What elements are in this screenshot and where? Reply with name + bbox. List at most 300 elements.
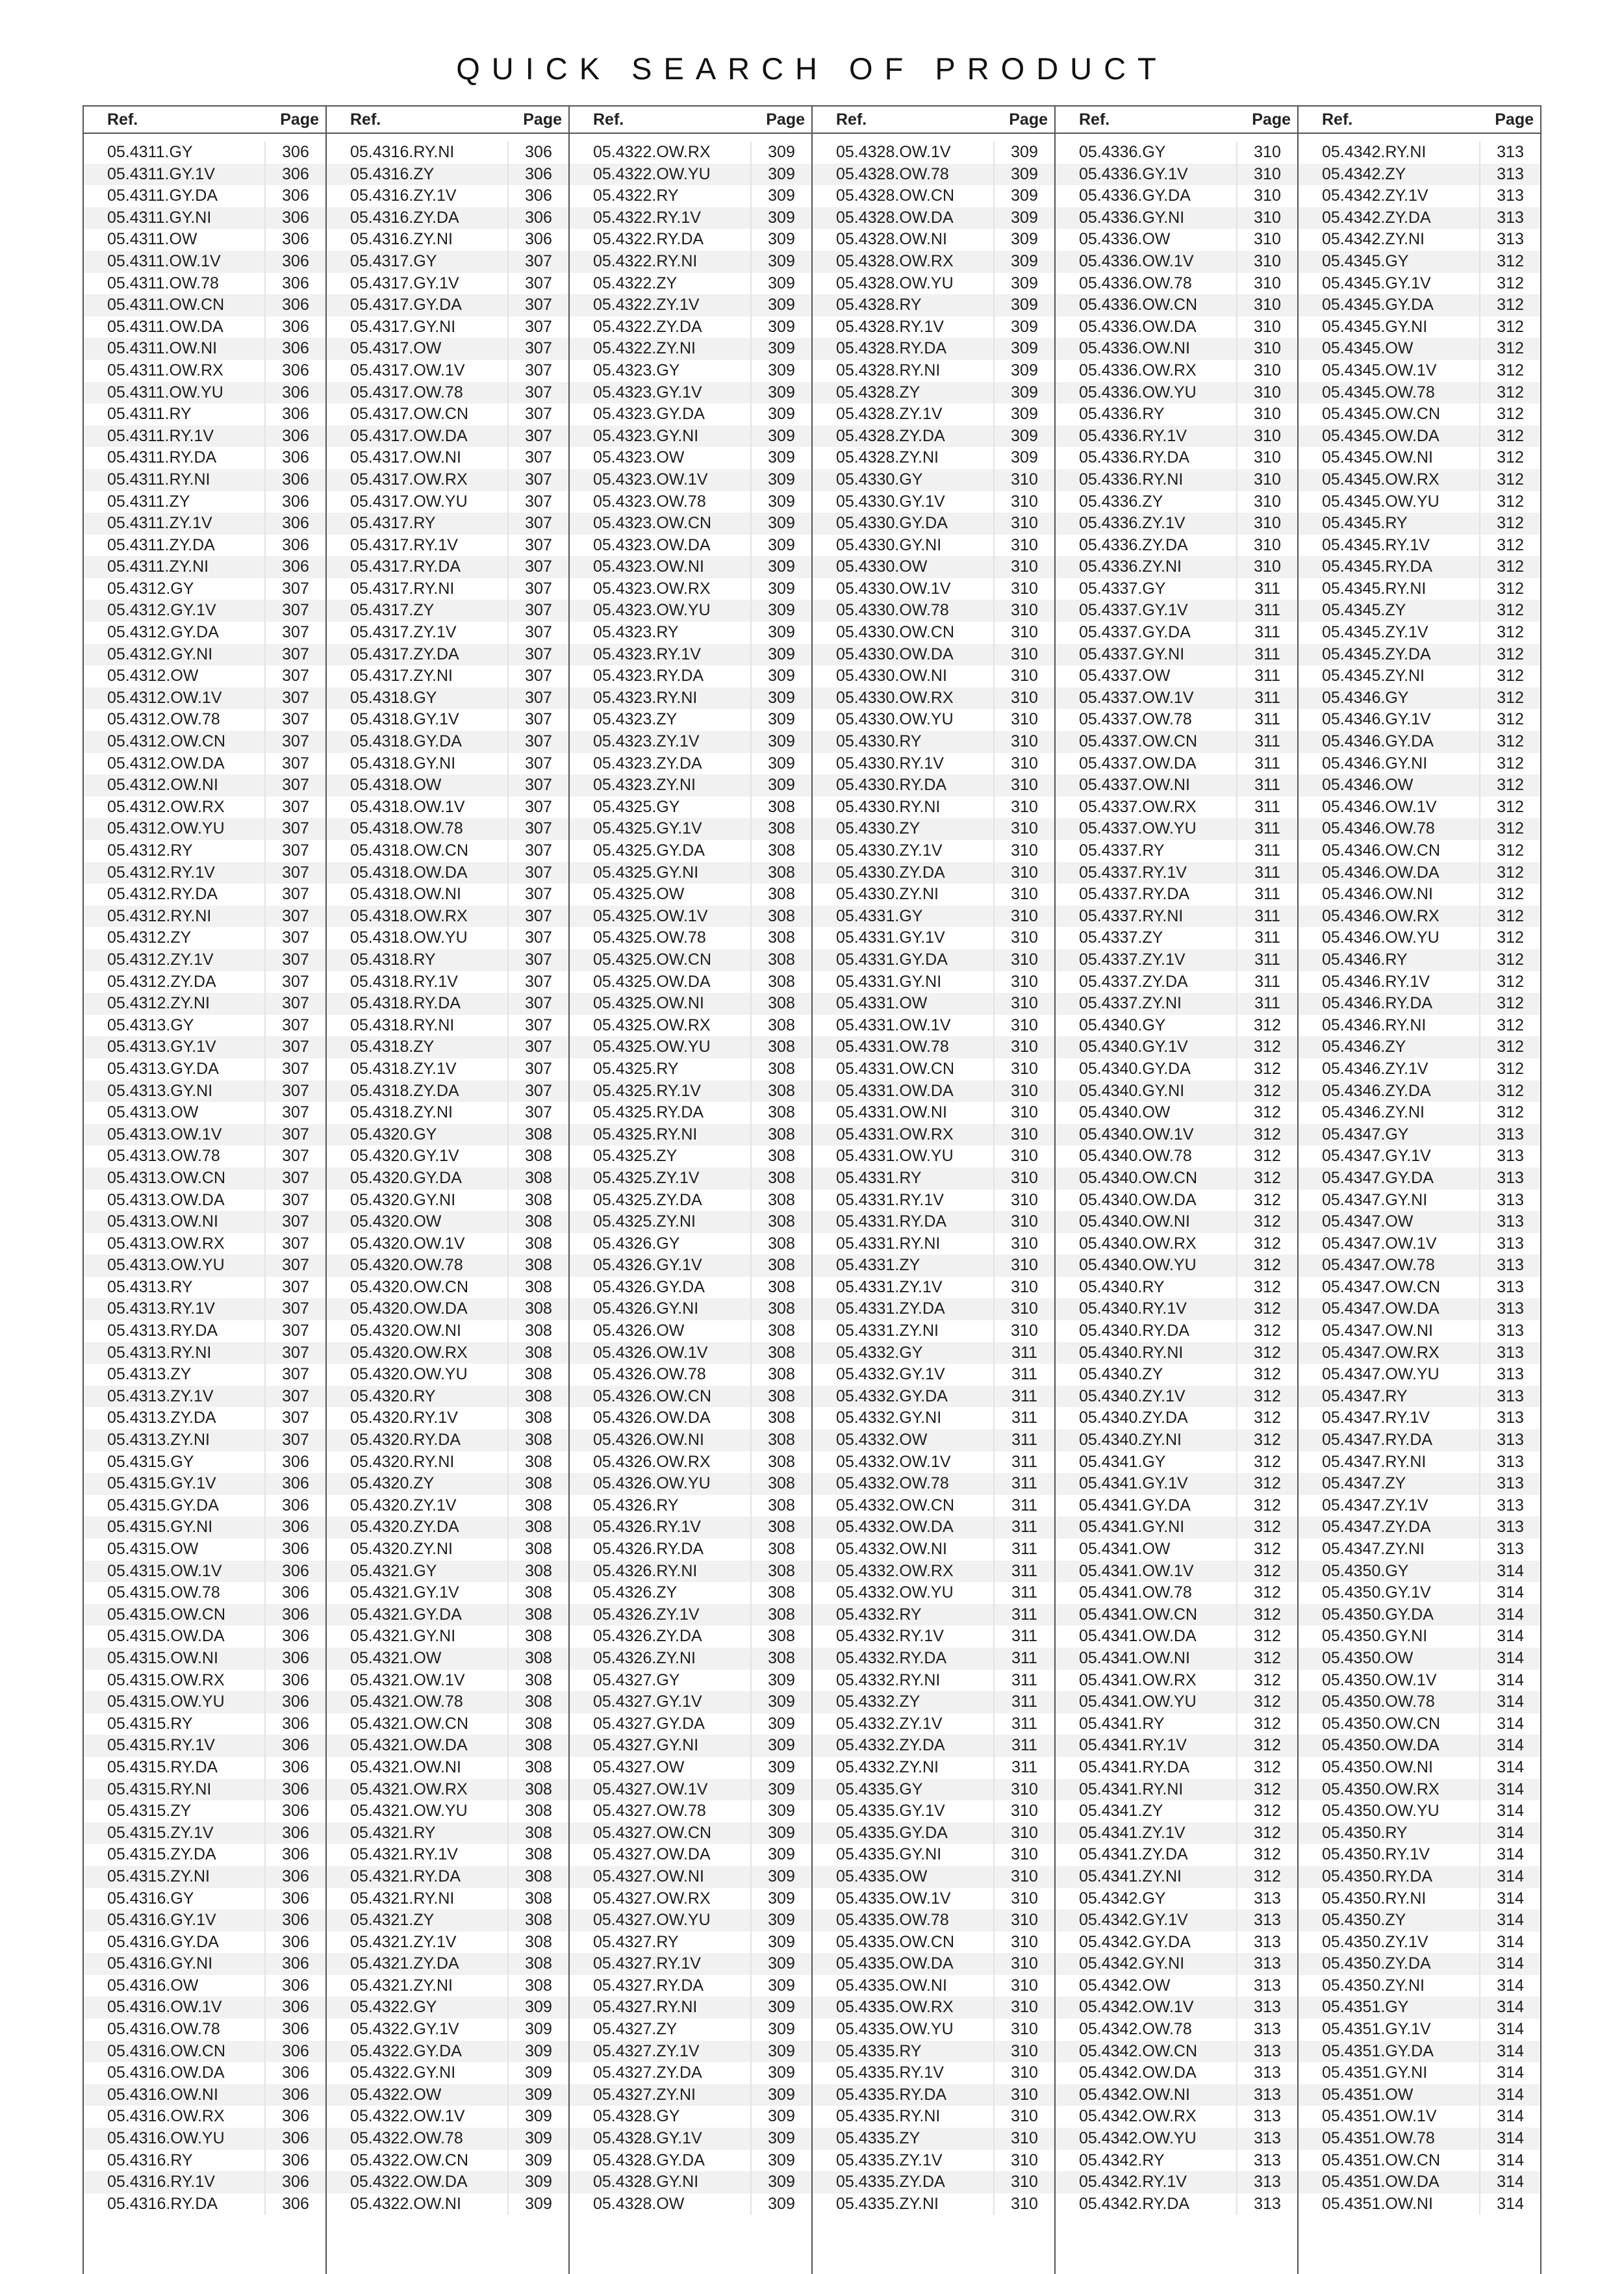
product-ref: 05.4318.OW.YU xyxy=(350,928,468,947)
table-row xyxy=(84,2106,325,2128)
table-row xyxy=(570,1757,811,1779)
product-ref: 05.4327.OW.DA xyxy=(593,1845,711,1864)
page-number: 307 xyxy=(525,819,552,838)
table-row xyxy=(813,426,1054,448)
product-ref: 05.4337.GY.DA xyxy=(1079,623,1191,642)
page-number: 306 xyxy=(282,448,309,467)
product-ref: 05.4326.OW.RX xyxy=(593,1452,711,1471)
table-row xyxy=(327,491,568,513)
product-ref: 05.4316.RY.1V xyxy=(107,2173,215,2191)
product-ref: 05.4323.RY.DA xyxy=(593,667,704,685)
page-number: 311 xyxy=(1011,1693,1037,1711)
table-row xyxy=(1056,622,1297,644)
page-number: 312 xyxy=(1254,1605,1281,1624)
table-row xyxy=(84,1277,325,1299)
table-row xyxy=(813,665,1054,687)
table-row xyxy=(327,600,568,622)
page-number: 308 xyxy=(768,1474,795,1493)
product-ref: 05.4320.RY.1V xyxy=(350,1409,458,1427)
product-ref: 05.4351.GY.1V xyxy=(1322,2020,1431,2039)
page-number: 308 xyxy=(768,797,795,816)
page-number: 309 xyxy=(768,535,795,554)
table-row xyxy=(813,774,1054,797)
table-row xyxy=(813,927,1054,949)
product-ref: 05.4320.ZY.1V xyxy=(350,1496,457,1514)
product-ref: 05.4330.OW.DA xyxy=(836,645,954,663)
table-row xyxy=(327,1102,568,1124)
product-ref: 05.4345.GY.1V xyxy=(1322,274,1431,292)
page-number: 311 xyxy=(1011,1605,1037,1624)
page-number: 312 xyxy=(1497,317,1524,336)
table-row xyxy=(813,207,1054,229)
product-ref: 05.4317.RY.NI xyxy=(350,579,455,598)
page-number: 313 xyxy=(1254,2063,1281,2082)
product-ref: 05.4345.OW.DA xyxy=(1322,426,1440,445)
product-ref: 05.4317.OW.NI xyxy=(350,448,461,467)
page-number: 310 xyxy=(1254,361,1281,379)
table-row xyxy=(327,1844,568,1866)
table-row xyxy=(327,2062,568,2084)
product-ref: 05.4322.OW.RX xyxy=(593,143,711,161)
page-number: 308 xyxy=(768,1256,795,1275)
product-ref: 05.4347.OW.RX xyxy=(1322,1343,1440,1362)
page-number: 309 xyxy=(525,2041,552,2060)
table-row xyxy=(1056,185,1297,207)
table-row xyxy=(570,1255,811,1277)
product-ref: 05.4325.OW.DA xyxy=(593,972,711,991)
table-row xyxy=(813,1145,1054,1168)
product-ref: 05.4350.ZY.DA xyxy=(1322,1954,1431,1973)
page-number: 308 xyxy=(768,994,795,1013)
page-number: 309 xyxy=(1011,230,1038,249)
page-number: 308 xyxy=(525,1757,552,1776)
table-row xyxy=(813,2171,1054,2193)
product-ref: 05.4347.ZY.NI xyxy=(1322,1540,1425,1558)
table-row xyxy=(570,1211,811,1233)
product-ref: 05.4335.GY xyxy=(836,1780,923,1798)
table-row xyxy=(84,273,325,295)
product-ref: 05.4318.RY.1V xyxy=(350,972,458,991)
page-number: 310 xyxy=(1254,470,1281,489)
page-number: 307 xyxy=(525,950,552,969)
page-number: 311 xyxy=(1254,863,1280,882)
page-number: 312 xyxy=(1497,645,1524,663)
page-number: 309 xyxy=(525,2107,552,2126)
page-number: 311 xyxy=(1011,1540,1037,1558)
product-ref: 05.4331.RY.1V xyxy=(836,1190,944,1209)
product-ref: 05.4328.GY.DA xyxy=(593,2151,705,2169)
page-number: 310 xyxy=(1011,841,1038,860)
product-ref: 05.4311.RY xyxy=(107,405,192,424)
page-number: 312 xyxy=(1254,1147,1281,1166)
table-row xyxy=(84,1953,325,1975)
product-ref: 05.4342.OW.CN xyxy=(1079,2041,1198,2060)
table-row xyxy=(570,644,811,666)
table-row xyxy=(1299,403,1540,426)
product-ref: 05.4325.RY.NI xyxy=(593,1125,698,1143)
page-number: 309 xyxy=(1011,405,1038,424)
page-number: 306 xyxy=(525,143,552,161)
page-number: 307 xyxy=(282,1322,309,1340)
product-ref: 05.4321.OW.CN xyxy=(350,1714,469,1733)
table-row xyxy=(1299,906,1540,928)
table-row xyxy=(570,1364,811,1386)
table-row xyxy=(813,1516,1054,1539)
table-row xyxy=(84,1495,325,1517)
product-ref: 05.4321.RY.1V xyxy=(350,1845,458,1864)
product-ref: 05.4346.ZY xyxy=(1322,1038,1406,1056)
table-row xyxy=(570,1953,811,1975)
table-row xyxy=(1056,1386,1297,1408)
product-ref: 05.4320.OW xyxy=(350,1212,442,1231)
page-number: 311 xyxy=(1011,1561,1037,1580)
page-number: 311 xyxy=(1011,1627,1037,1646)
table-row xyxy=(1299,360,1540,382)
page-number: 312 xyxy=(1254,1714,1281,1733)
product-ref: 05.4328.OW.CN xyxy=(836,186,955,205)
product-ref: 05.4318.RY xyxy=(350,950,436,969)
page-number: 309 xyxy=(768,426,795,445)
product-ref: 05.4315.OW.78 xyxy=(107,1583,220,1602)
product-ref: 05.4316.OW.NI xyxy=(107,2085,218,2104)
product-ref: 05.4325.RY.1V xyxy=(593,1081,701,1100)
product-ref: 05.4336.OW xyxy=(1079,230,1171,249)
product-ref: 05.4340.OW.1V xyxy=(1079,1125,1194,1143)
table-row xyxy=(813,1429,1054,1451)
table-row xyxy=(84,2041,325,2063)
table-row xyxy=(327,2193,568,2216)
product-ref: 05.4325.GY xyxy=(593,797,680,816)
page-number: 312 xyxy=(1497,994,1524,1013)
page-number: 306 xyxy=(525,208,552,227)
table-row xyxy=(813,1277,1054,1299)
table-row xyxy=(1056,2193,1297,2216)
product-ref: 05.4347.OW.NI xyxy=(1322,1322,1433,1340)
product-ref: 05.4313.ZY.DA xyxy=(107,1409,216,1427)
page-number: 308 xyxy=(768,1234,795,1253)
table-row xyxy=(1299,164,1540,186)
page-number: 310 xyxy=(1011,2020,1038,2039)
page-number: 311 xyxy=(1011,1583,1037,1602)
table-row xyxy=(1299,1429,1540,1451)
page-number: 306 xyxy=(282,2151,309,2169)
table-row xyxy=(1056,1190,1297,1212)
page-number: 309 xyxy=(525,2020,552,2039)
table-row xyxy=(1056,1975,1297,1997)
table-row xyxy=(84,1342,325,1364)
table-row xyxy=(570,1298,811,1320)
table-row xyxy=(570,1516,811,1539)
product-ref: 05.4345.OW.YU xyxy=(1322,492,1440,511)
product-ref: 05.4318.OW.NI xyxy=(350,885,461,904)
table-row xyxy=(327,142,568,164)
page-number: 310 xyxy=(1011,1932,1038,1951)
page-number: 313 xyxy=(1497,1343,1524,1362)
product-ref: 05.4317.OW.CN xyxy=(350,405,469,424)
product-ref: 05.4337.OW.RX xyxy=(1079,797,1197,816)
page-number: 312 xyxy=(1254,1627,1281,1646)
product-ref: 05.4323.OW.CN xyxy=(593,514,712,533)
table-row xyxy=(1299,927,1540,949)
page-number: 307 xyxy=(525,317,552,336)
page-number: 310 xyxy=(1011,1780,1038,1798)
product-ref: 05.4340.OW.RX xyxy=(1079,1234,1197,1253)
page-number: 310 xyxy=(1011,863,1038,882)
product-ref: 05.4321.OW.NI xyxy=(350,1757,461,1776)
page-number: 312 xyxy=(1254,1648,1281,1667)
table-row xyxy=(813,1015,1054,1037)
product-ref: 05.4320.RY.DA xyxy=(350,1431,461,1450)
table-row xyxy=(813,818,1054,840)
product-ref: 05.4330.RY.DA xyxy=(836,776,947,795)
table-row xyxy=(84,1364,325,1386)
page-number: 308 xyxy=(768,885,795,904)
product-ref: 05.4336.ZY.1V xyxy=(1079,514,1186,533)
table-row xyxy=(1299,447,1540,469)
table-row xyxy=(327,774,568,797)
product-ref: 05.4332.OW.CN xyxy=(836,1496,955,1514)
page-number: 307 xyxy=(282,797,309,816)
table-row xyxy=(84,1713,325,1735)
table-row xyxy=(1299,1561,1540,1583)
table-row xyxy=(84,687,325,709)
page-number: 308 xyxy=(525,1954,552,1973)
table-row xyxy=(1056,142,1297,164)
table-row xyxy=(813,1713,1054,1735)
table-row xyxy=(1056,1866,1297,1888)
product-ref: 05.4326.OW.YU xyxy=(593,1474,711,1493)
product-ref: 05.4332.RY.NI xyxy=(836,1670,941,1689)
page-number: 307 xyxy=(282,1256,309,1275)
table-row xyxy=(1056,1888,1297,1910)
product-ref: 05.4345.RY.NI xyxy=(1322,579,1427,598)
table-row xyxy=(813,360,1054,382)
table-row xyxy=(570,1648,811,1670)
table-row xyxy=(84,1407,325,1429)
page-number: 312 xyxy=(1497,601,1524,620)
product-ref: 05.4327.RY.NI xyxy=(593,1998,698,2017)
page-number: 306 xyxy=(282,317,309,336)
table-row xyxy=(84,2193,325,2216)
product-ref: 05.4345.RY xyxy=(1322,514,1408,533)
product-ref: 05.4340.RY xyxy=(1079,1277,1165,1296)
product-ref: 05.4317.RY.DA xyxy=(350,557,461,576)
product-ref: 05.4336.GY.1V xyxy=(1079,164,1188,183)
product-ref: 05.4311.OW.DA xyxy=(107,317,223,336)
table-row xyxy=(1056,251,1297,273)
page-number: 310 xyxy=(1254,405,1281,424)
product-ref: 05.4326.ZY.DA xyxy=(593,1627,702,1646)
product-ref: 05.4331.OW.1V xyxy=(836,1016,951,1034)
table-row xyxy=(1299,2193,1540,2216)
page-number: 307 xyxy=(525,732,552,751)
table-row xyxy=(327,578,568,600)
table-row xyxy=(1056,447,1297,469)
page-number: 313 xyxy=(1497,1431,1524,1450)
index-column xyxy=(84,107,327,2274)
product-ref: 05.4330.GY xyxy=(836,470,923,489)
table-row xyxy=(570,2084,811,2106)
product-ref: 05.4322.ZY.1V xyxy=(593,296,700,314)
page-number: 306 xyxy=(282,383,309,402)
table-row xyxy=(84,753,325,775)
table-row xyxy=(327,1211,568,1233)
table-row xyxy=(327,1168,568,1190)
table-row xyxy=(570,2193,811,2216)
page-number: 308 xyxy=(768,972,795,991)
table-row xyxy=(813,142,1054,164)
product-ref: 05.4350.ZY.1V xyxy=(1322,1932,1428,1951)
page-number: 309 xyxy=(768,143,795,161)
page-number: 308 xyxy=(525,1474,552,1493)
table-row xyxy=(570,1779,811,1801)
page-number: 309 xyxy=(768,1823,795,1842)
page-number: 312 xyxy=(1497,383,1524,402)
product-ref: 05.4346.RY.DA xyxy=(1322,994,1433,1013)
page-number: 314 xyxy=(1497,2107,1524,2126)
table-row xyxy=(570,1975,811,1997)
page-number: 313 xyxy=(1254,2107,1281,2126)
page-number: 312 xyxy=(1254,1540,1281,1558)
product-ref: 05.4325.ZY.NI xyxy=(593,1212,696,1231)
product-ref: 05.4340.OW.78 xyxy=(1079,1147,1192,1166)
page-number: 311 xyxy=(1011,1518,1037,1537)
page-number: 311 xyxy=(1254,601,1280,620)
page-number: 306 xyxy=(282,1496,309,1514)
product-ref: 05.4318.ZY xyxy=(350,1038,435,1056)
table-row xyxy=(1299,1298,1540,1320)
page-number: 307 xyxy=(525,1059,552,1078)
product-ref: 05.4335.RY.1V xyxy=(836,2063,944,2082)
product-ref: 05.4316.ZY.DA xyxy=(350,208,459,227)
table-row xyxy=(1299,1233,1540,1255)
product-ref: 05.4328.ZY.1V xyxy=(836,405,943,424)
table-row xyxy=(84,164,325,186)
page-number: 313 xyxy=(1497,1277,1524,1296)
page-number: 310 xyxy=(1011,754,1038,773)
product-ref: 05.4318.OW.1V xyxy=(350,797,465,816)
page-number: 308 xyxy=(768,1212,795,1231)
page-number: 309 xyxy=(768,645,795,663)
product-ref: 05.4331.ZY.NI xyxy=(836,1322,939,1340)
page-number: 310 xyxy=(1011,1954,1038,1973)
table-row xyxy=(1299,1473,1540,1495)
table-row xyxy=(327,949,568,971)
product-ref: 05.4315.OW.RX xyxy=(107,1670,225,1689)
product-ref: 05.4336.ZY.NI xyxy=(1079,557,1182,576)
table-row xyxy=(1299,1277,1540,1299)
page-number: 309 xyxy=(768,2194,795,2213)
table-row xyxy=(570,774,811,797)
table-row xyxy=(1056,1910,1297,1932)
table-row xyxy=(84,840,325,862)
page-number: 306 xyxy=(282,492,309,511)
product-ref: 05.4346.ZY.NI xyxy=(1322,1103,1425,1122)
page-number: 310 xyxy=(1011,1059,1038,1078)
table-row xyxy=(84,2084,325,2106)
product-ref: 05.4336.OW.1V xyxy=(1079,251,1194,270)
product-ref: 05.4332.OW.RX xyxy=(836,1561,954,1580)
product-ref: 05.4332.OW.NI xyxy=(836,1540,947,1558)
product-ref: 05.4342.ZY.NI xyxy=(1322,230,1425,249)
product-ref: 05.4326.RY.DA xyxy=(593,1540,704,1558)
table-row xyxy=(813,1691,1054,1713)
page-number: 309 xyxy=(768,1954,795,1973)
page-number: 307 xyxy=(525,972,552,991)
page-number: 307 xyxy=(525,426,552,445)
page-number: 312 xyxy=(1497,732,1524,751)
product-ref: 05.4326.GY.1V xyxy=(593,1256,702,1275)
page-number: 310 xyxy=(1254,339,1281,358)
page-number: 311 xyxy=(1254,688,1280,707)
table-row xyxy=(570,993,811,1015)
product-ref: 05.4328.RY.DA xyxy=(836,339,947,358)
page-number: 309 xyxy=(1011,448,1038,467)
product-ref: 05.4336.RY xyxy=(1079,405,1165,424)
product-ref: 05.4323.OW.DA xyxy=(593,535,711,554)
page-number: 308 xyxy=(768,906,795,925)
table-row xyxy=(570,578,811,600)
page-number: 313 xyxy=(1497,230,1524,249)
product-ref: 05.4332.GY.NI xyxy=(836,1409,942,1427)
product-ref: 05.4346.ZY.1V xyxy=(1322,1059,1428,1078)
table-row xyxy=(1056,665,1297,687)
table-row xyxy=(570,185,811,207)
index-rows xyxy=(570,142,811,2215)
page-number: 308 xyxy=(525,1431,552,1450)
product-ref: 05.4312.OW.YU xyxy=(107,819,225,838)
product-ref: 05.4336.RY.NI xyxy=(1079,470,1184,489)
page-number: 307 xyxy=(525,1038,552,1056)
product-ref: 05.4315.OW.NI xyxy=(107,1648,218,1667)
product-ref: 05.4336.OW.CN xyxy=(1079,296,1198,314)
page-number: 310 xyxy=(1011,1256,1038,1275)
product-ref: 05.4318.RY.DA xyxy=(350,994,461,1013)
table-row xyxy=(84,1822,325,1845)
product-ref: 05.4322.GY.1V xyxy=(350,2020,459,2039)
table-row xyxy=(1056,513,1297,535)
table-row xyxy=(1299,1932,1540,1954)
page-number: 307 xyxy=(282,732,309,751)
page-number: 308 xyxy=(525,1561,552,1580)
table-row xyxy=(327,1953,568,1975)
page-number: 308 xyxy=(768,1277,795,1296)
table-row xyxy=(84,1145,325,1168)
product-ref: 05.4325.OW.NI xyxy=(593,994,704,1013)
product-ref: 05.4313.GY.1V xyxy=(107,1038,216,1056)
table-row xyxy=(1056,403,1297,426)
table-row xyxy=(84,1190,325,1212)
table-row xyxy=(1299,1604,1540,1626)
table-row xyxy=(1056,840,1297,862)
page-number: 314 xyxy=(1497,1693,1524,1711)
page-number: 312 xyxy=(1254,1845,1281,1864)
page-number: 309 xyxy=(768,2041,795,2060)
page-number: 308 xyxy=(768,950,795,969)
product-ref: 05.4311.RY.DA xyxy=(107,448,217,467)
table-row xyxy=(813,1800,1054,1822)
product-ref: 05.4321.OW xyxy=(350,1648,442,1667)
product-ref: 05.4322.OW.NI xyxy=(350,2194,461,2213)
product-ref: 05.4311.RY.1V xyxy=(107,426,214,445)
table-row xyxy=(327,360,568,382)
table-row xyxy=(84,884,325,906)
product-ref: 05.4315.ZY xyxy=(107,1802,192,1820)
page-number: 311 xyxy=(1254,972,1280,991)
page-number: 306 xyxy=(282,1845,309,1864)
page-number: 307 xyxy=(525,1103,552,1122)
product-ref: 05.4326.ZY.NI xyxy=(593,1648,696,1667)
